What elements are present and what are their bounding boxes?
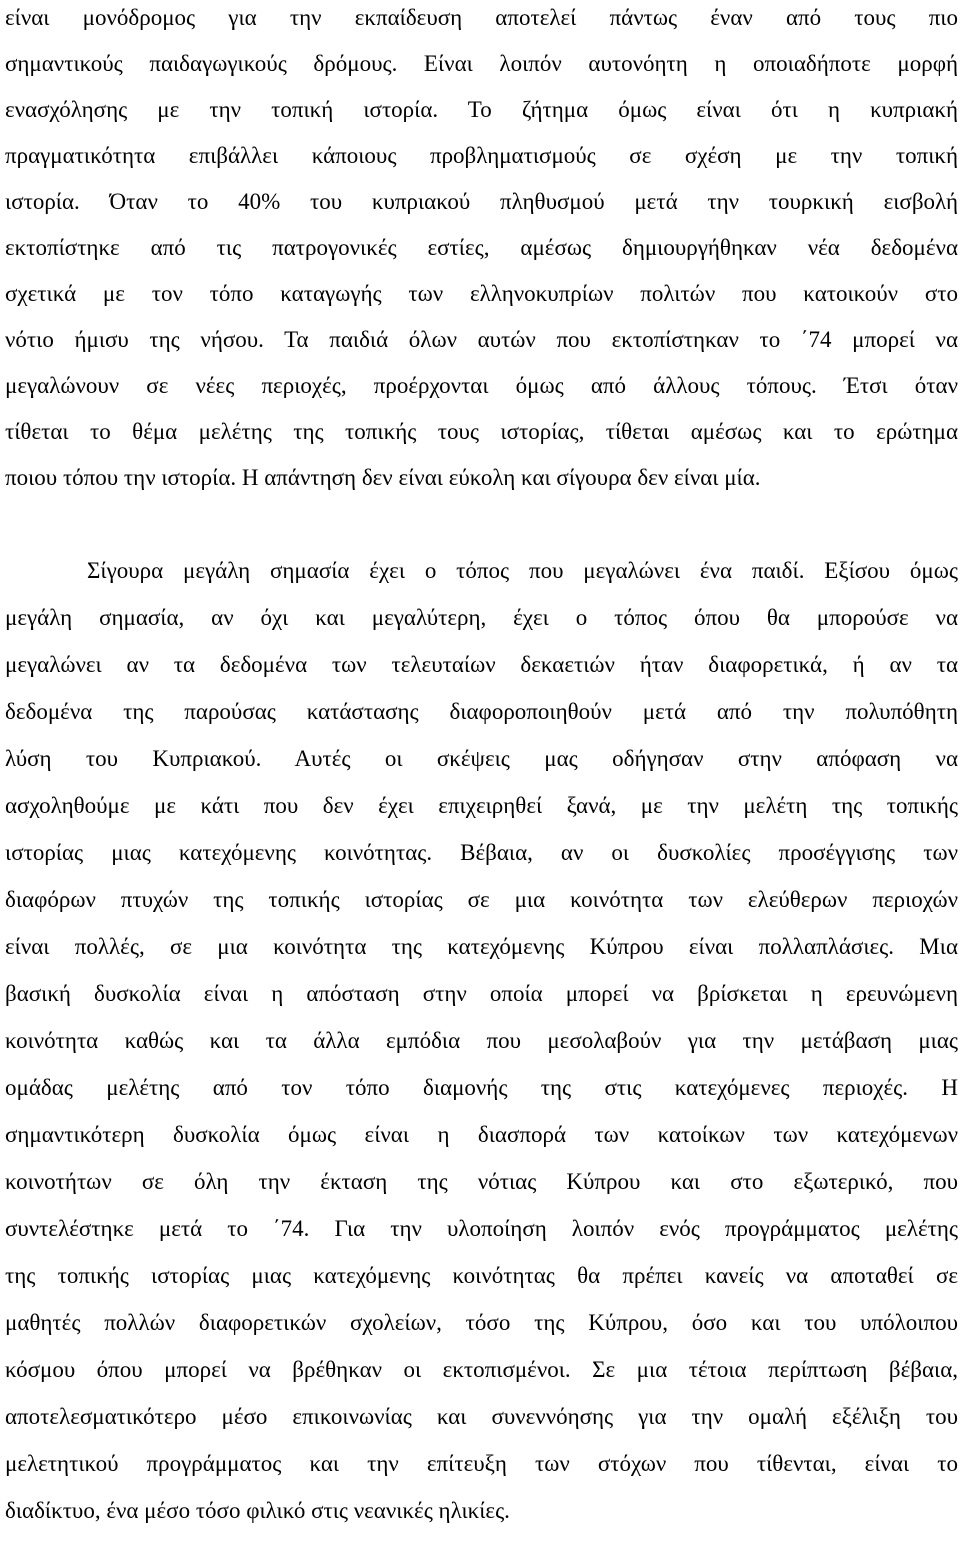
text-line: μεγάλη σημασία, αν όχι και μεγαλύτερη, έχει ο τόπος όπου θα μπορούσε να (5, 605, 958, 630)
text-line: κόσμου όπου μπορεί να βρέθηκαν οι εκτοπισμένοι. Σε μια τέτοια περίπτωση βέβαια, (5, 1357, 958, 1382)
text-line: μελετητικού προγράμματος και την επίτευξη των στόχων που τίθενται, είναι το (5, 1451, 958, 1476)
text-line: ποιου τόπου την ιστορία. Η απάντηση δεν είναι εύκολη και σίγουρα δεν είναι μία. (5, 465, 761, 490)
text-line: λύση του Κυπριακού. Αυτές οι σκέψεις μας οδήγησαν στην απόφαση να (5, 746, 958, 771)
text-line: είναι μονόδρομος για την εκπαίδευση αποτελεί πάντως έναν από τους πιο (5, 5, 958, 30)
text-line: της τοπικής ιστορίας μιας κατεχόμενης κοινότητας θα πρέπει κανείς να αποταθεί σε (5, 1263, 958, 1288)
text-line: εκτοπίστηκε από τις πατρογονικές εστίες, αμέσως δημιουργήθηκαν νέα δεδομένα (5, 235, 958, 260)
text-line: ιστορία. Όταν το 40% του κυπριακού πληθυσμού μετά την τουρκική εισβολή (5, 189, 958, 214)
text-line: συντελέστηκε μετά το ΄74. Για την υλοποίηση λοιπόν ενός προγράμματος μελέτης (5, 1216, 958, 1241)
text-line: μαθητές πολλών διαφορετικών σχολείων, τόσο της Κύπρου, όσο και του υπόλοιπου (5, 1310, 958, 1335)
text-line: ασχοληθούμε με κάτι που δεν έχει επιχειρηθεί ξανά, με την μελέτη της τοπικής (5, 793, 958, 818)
text-line: τίθεται το θέμα μελέτης της τοπικής τους ιστορίας, τίθεται αμέσως και το ερώτημα (5, 419, 958, 444)
text-line: είναι πολλές, σε μια κοινότητα της κατεχόμενης Κύπρου είναι πολλαπλάσιες. Μια (5, 934, 958, 959)
text-line: δεδομένα της παρούσας κατάστασης διαφοροποιηθούν μετά από την πολυπόθητη (5, 699, 958, 724)
text-line: αποτελεσματικότερο μέσο επικοινωνίας και συνεννόησης για την ομαλή εξέλιξη του (5, 1404, 958, 1429)
text-line: κοινοτήτων σε όλη την έκταση της νότιας Κύπρου και στο εξωτερικό, που (5, 1169, 958, 1194)
text-line: Σίγουρα μεγάλη σημασία έχει ο τόπος που μεγαλώνει ένα παιδί. Εξίσου όμως (87, 558, 958, 583)
text-line: κοινότητα καθώς και τα άλλα εμπόδια που μεσολαβούν για την μετάβαση μιας (5, 1028, 958, 1053)
text-line: πραγματικότητα επιβάλλει κάποιους προβληματισμούς σε σχέση με την τοπική (5, 143, 958, 168)
text-line: νότιο ήμισυ της νήσου. Τα παιδιά όλων αυτών που εκτοπίστηκαν το ΄74 μπορεί να (5, 327, 958, 352)
text-line: σημαντικότερη δυσκολία όμως είναι η διασπορά των κατοίκων των κατεχόμενων (5, 1122, 958, 1147)
text-line: ιστορίας μιας κατεχόμενης κοινότητας. Βέβαια, αν οι δυσκολίες προσέγγισης των (5, 840, 958, 865)
text-line: διαδίκτυο, ένα μέσο τόσο φιλικό στις νεανικές ηλικίες. (5, 1498, 510, 1523)
text-line: σημαντικούς παιδαγωγικούς δρόμους. Είναι λοιπόν αυτονόητη η οποιαδήποτε μορφή (5, 51, 958, 76)
text-line: διαφόρων πτυχών της τοπικής ιστορίας σε μια κοινότητα των ελεύθερων περιοχών (5, 887, 958, 912)
text-line: ομάδας μελέτης από τον τόπο διαμονής της στις κατεχόμενες περιοχές. Η (5, 1075, 958, 1100)
text-line: μεγαλώνει αν τα δεδομένα των τελευταίων δεκαετιών ήταν διαφορετικά, ή αν τα (5, 652, 958, 677)
text-line: μεγαλώνουν σε νέες περιοχές, προέρχονται όμως από άλλους τόπους. Έτσι όταν (5, 373, 958, 398)
text-line: βασική δυσκολία είναι η απόσταση στην οποία μπορεί να βρίσκεται η ερευνώμενη (5, 981, 958, 1006)
text-line: σχετικά με τον τόπο καταγωγής των ελληνοκυπρίων πολιτών που κατοικούν στο (5, 281, 958, 306)
text-line: ενασχόλησης με την τοπική ιστορία. Το ζήτημα όμως είναι ότι η κυπριακή (5, 97, 958, 122)
